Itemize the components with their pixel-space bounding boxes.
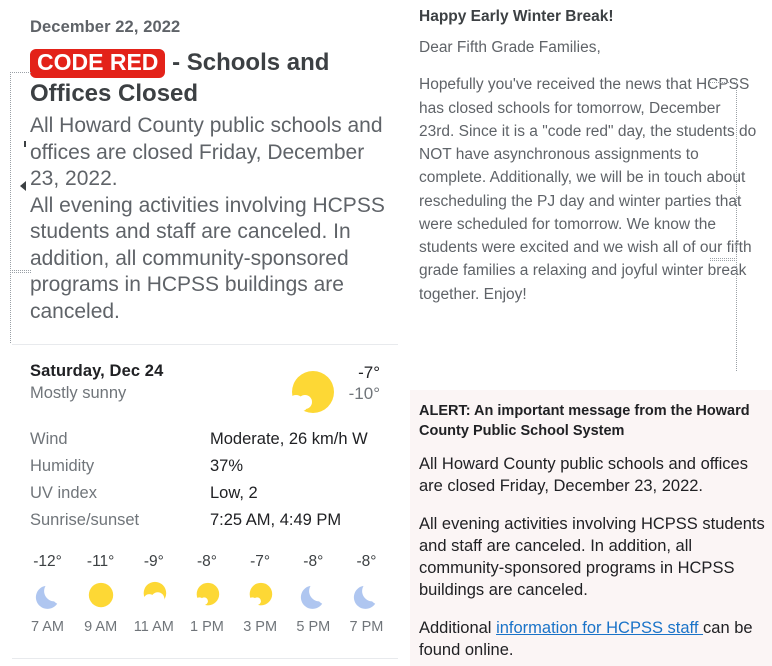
notice-heading-rest: - Schools and Offices Closed [30, 49, 330, 108]
weather-temperatures [330, 362, 380, 406]
hcpss-staff-info-link[interactable]: information for HCPSS staff [496, 618, 704, 637]
hourly-temp: -7° [250, 553, 271, 570]
alert-paragraph-3 [419, 618, 768, 662]
hourly-temp: -12° [33, 553, 62, 570]
hourly-forecast-item[interactable] [75, 553, 126, 635]
hourly-forecast-item[interactable] [341, 553, 392, 635]
alert-paragraph-2: All evening activities involving HCPSS students and staff are canceled. In addition, all community-sponsored programs in HCPSS buildings are canceled. [419, 515, 765, 599]
notice-content [0, 0, 410, 325]
hourly-time: 5 PM [296, 619, 331, 635]
sun-behind-small-cloud-icon [181, 578, 232, 612]
hourly-time: 3 PM [243, 619, 278, 635]
weather-details-list [30, 430, 380, 538]
notice-paragraph-1: All Howard County public schools and offices are closed Friday, December 23, 2022. [30, 114, 383, 191]
sun-behind-cloud-icon [128, 578, 179, 612]
weather-detail-value: 7:25 AM, 4:49 PM [210, 511, 342, 529]
hourly-temp: -9° [143, 553, 164, 570]
hourly-temp: -8° [356, 553, 377, 570]
hourly-temp: -8° [196, 553, 217, 570]
hourly-time: 9 AM [84, 619, 118, 635]
weather-low-temp: -10° [348, 384, 380, 404]
alert-text-after-link: can be found online. [419, 618, 753, 659]
weather-detail-row [30, 484, 380, 511]
notice-date: December 22, 2022 [30, 18, 181, 36]
hourly-temp: -8° [303, 553, 324, 570]
letter-body: Hopefully you've received the news that HCPSS has closed schools for tomorrow, December 23rd. Since it is a "code red" day, the students do NOT have asynchronous assignments to complete. Additionally, we will be in touch about rescheduling the PJ day and winter parties that were scheduled for tomorrow. We know the students were excited and we wish all of our fifth grade families a relaxing and joyful winter break together. Enjoy! [419, 76, 757, 303]
hourly-forecast-item[interactable] [22, 553, 73, 635]
weather-detail-row [30, 430, 380, 457]
code-red-notice-card[interactable] [0, 0, 410, 344]
alert-paragraph-1: All Howard County public schools and offices are closed Friday, December 23, 2022. [419, 455, 748, 496]
moon-icon [288, 578, 339, 612]
hourly-time: 7 AM [30, 619, 65, 635]
divider-below-weather [12, 658, 398, 659]
teacher-letter-panel[interactable] [410, 0, 772, 374]
weather-detail-label: Wind [30, 430, 68, 448]
right-column [410, 0, 772, 666]
weather-detail-label: Humidity [30, 457, 95, 475]
hourly-temp: -11° [86, 553, 115, 570]
weather-day: Saturday, Dec 24 [30, 362, 164, 380]
weather-summary [30, 362, 380, 422]
hcpss-alert-panel[interactable] [410, 390, 772, 666]
weather-detail-value: Low, 2 [210, 484, 258, 502]
notice-heading [30, 47, 398, 109]
moon-icon [341, 578, 392, 612]
alert-title: ALERT: An important message from the Howard County Public School System [419, 403, 750, 439]
sun-behind-small-cloud-icon [235, 578, 286, 612]
weather-high-temp: -7° [358, 363, 380, 382]
sun-icon [75, 578, 126, 612]
letter-salutation: Dear Fifth Grade Families, [419, 39, 601, 56]
code-red-badge: CODE RED [30, 49, 165, 78]
hourly-time: 7 PM [349, 619, 384, 635]
weather-detail-label: UV index [30, 484, 97, 502]
hourly-forecast-strip [22, 553, 392, 635]
letter-content [410, 8, 772, 306]
moon-icon [22, 578, 73, 612]
alert-text-before-link: Additional [419, 618, 497, 637]
hourly-forecast-item[interactable] [288, 553, 339, 635]
selection-tick-icon [24, 141, 26, 147]
weather-card[interactable] [0, 345, 410, 658]
weather-detail-value: Moderate, 26 km/h W [210, 430, 368, 448]
hourly-time: 11 AM [133, 619, 174, 635]
hourly-forecast-item[interactable] [181, 553, 232, 635]
weather-detail-row [30, 511, 380, 538]
weather-detail-row [30, 457, 380, 484]
hourly-forecast-item[interactable] [235, 553, 286, 635]
weather-condition: Mostly sunny [30, 384, 127, 402]
weather-detail-label: Sunrise/sunset [30, 511, 140, 529]
selection-caret-icon [20, 181, 26, 191]
hourly-time: 1 PM [190, 619, 224, 635]
weather-detail-value: 37% [210, 457, 244, 475]
hourly-forecast-item[interactable] [128, 553, 179, 635]
letter-title: Happy Early Winter Break! [419, 8, 614, 25]
notice-paragraph-2: All evening activities involving HCPSS students and staff are canceled. In addition, all community-sponsored programs in HCPSS buildings are canceled. [30, 193, 385, 323]
